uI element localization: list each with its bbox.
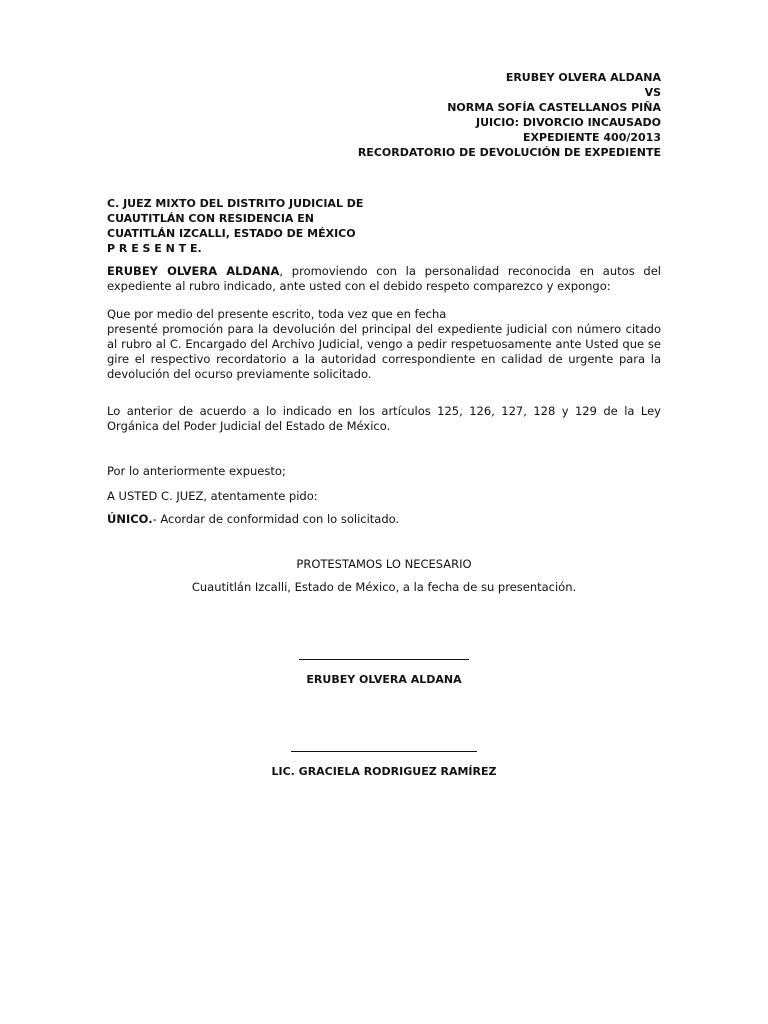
signature-line-lawyer [291,751,477,752]
request-text: presenté promoción para la devolución del principal del expediente judicial con número citado al rubro al C. Encargado del Archivo Judicial, vengo a pedir respetuosamente ante Usted que se gire el respectivo recordatorio a la autoridad correspondiente en calidad de urgente para la devolución del ocurso previamente solicitado. [107,322,661,381]
place-and-date: Cuautitlán Izcalli, Estado de México, a la fecha de su presentación. [191,580,577,594]
addressee-line-4: P R E S E N T E. [107,242,202,255]
request-first-line: Que por medio del presente escrito, toda vez que en fecha [107,307,447,321]
paragraph-conclusion: Por lo anteriormente expuesto; [107,464,286,478]
unique-label: ÚNICO. [107,512,153,526]
addressee-block [107,196,367,256]
header-subject: RECORDATORIO DE DEVOLUCIÓN DE EXPEDIENTE [357,146,661,159]
header-versus: VS [644,86,661,99]
addressee-line-1: C. JUEZ MIXTO DEL DISTRITO JUDICIAL DE [107,197,364,210]
addressee-line-3: CUATITLÁN IZCALLI, ESTADO DE MÉXICO [107,227,356,240]
paragraph-legal-basis: Lo anterior de acuerdo a lo indicado en los artículos 125, 126, 127, 128 y 129 de la Ley Orgánica del Poder Judicial del Estado de México. [107,404,661,433]
case-header [358,70,661,160]
paragraph-unique-point [107,512,661,527]
header-plaintiff: ERUBEY OLVERA ALDANA [505,71,661,84]
paragraph-request [107,307,661,382]
signature-name-petitioner: ERUBEY OLVERA ALDANA [306,673,462,686]
signature-line-petitioner [299,659,469,660]
header-trial-type: JUICIO: DIVORCIO INCAUSADO [476,116,661,129]
protest-line: PROTESTAMOS LO NECESARIO [296,557,472,571]
introduction-text: , promoviendo con la personalidad reconocida en autos del expediente al rubro indicado, ante usted con el debido respeto comparezco y expongo: [107,264,661,293]
header-defendant: NORMA SOFÍA CASTELLANOS PIÑA [447,101,661,114]
header-file-number: EXPEDIENTE 400/2013 [523,131,661,144]
paragraph-petition: A USTED C. JUEZ, atentamente pido: [107,489,318,503]
addressee-line-2: CUAUTITLÁN CON RESIDENCIA EN [107,212,314,225]
petitioner-name: ERUBEY OLVERA ALDANA [107,264,280,278]
signature-name-lawyer: LIC. GRACIELA RODRIGUEZ RAMÍREZ [271,765,497,778]
unique-text: - Acordar de conformidad con lo solicitado. [152,512,400,526]
paragraph-introduction [107,264,661,294]
